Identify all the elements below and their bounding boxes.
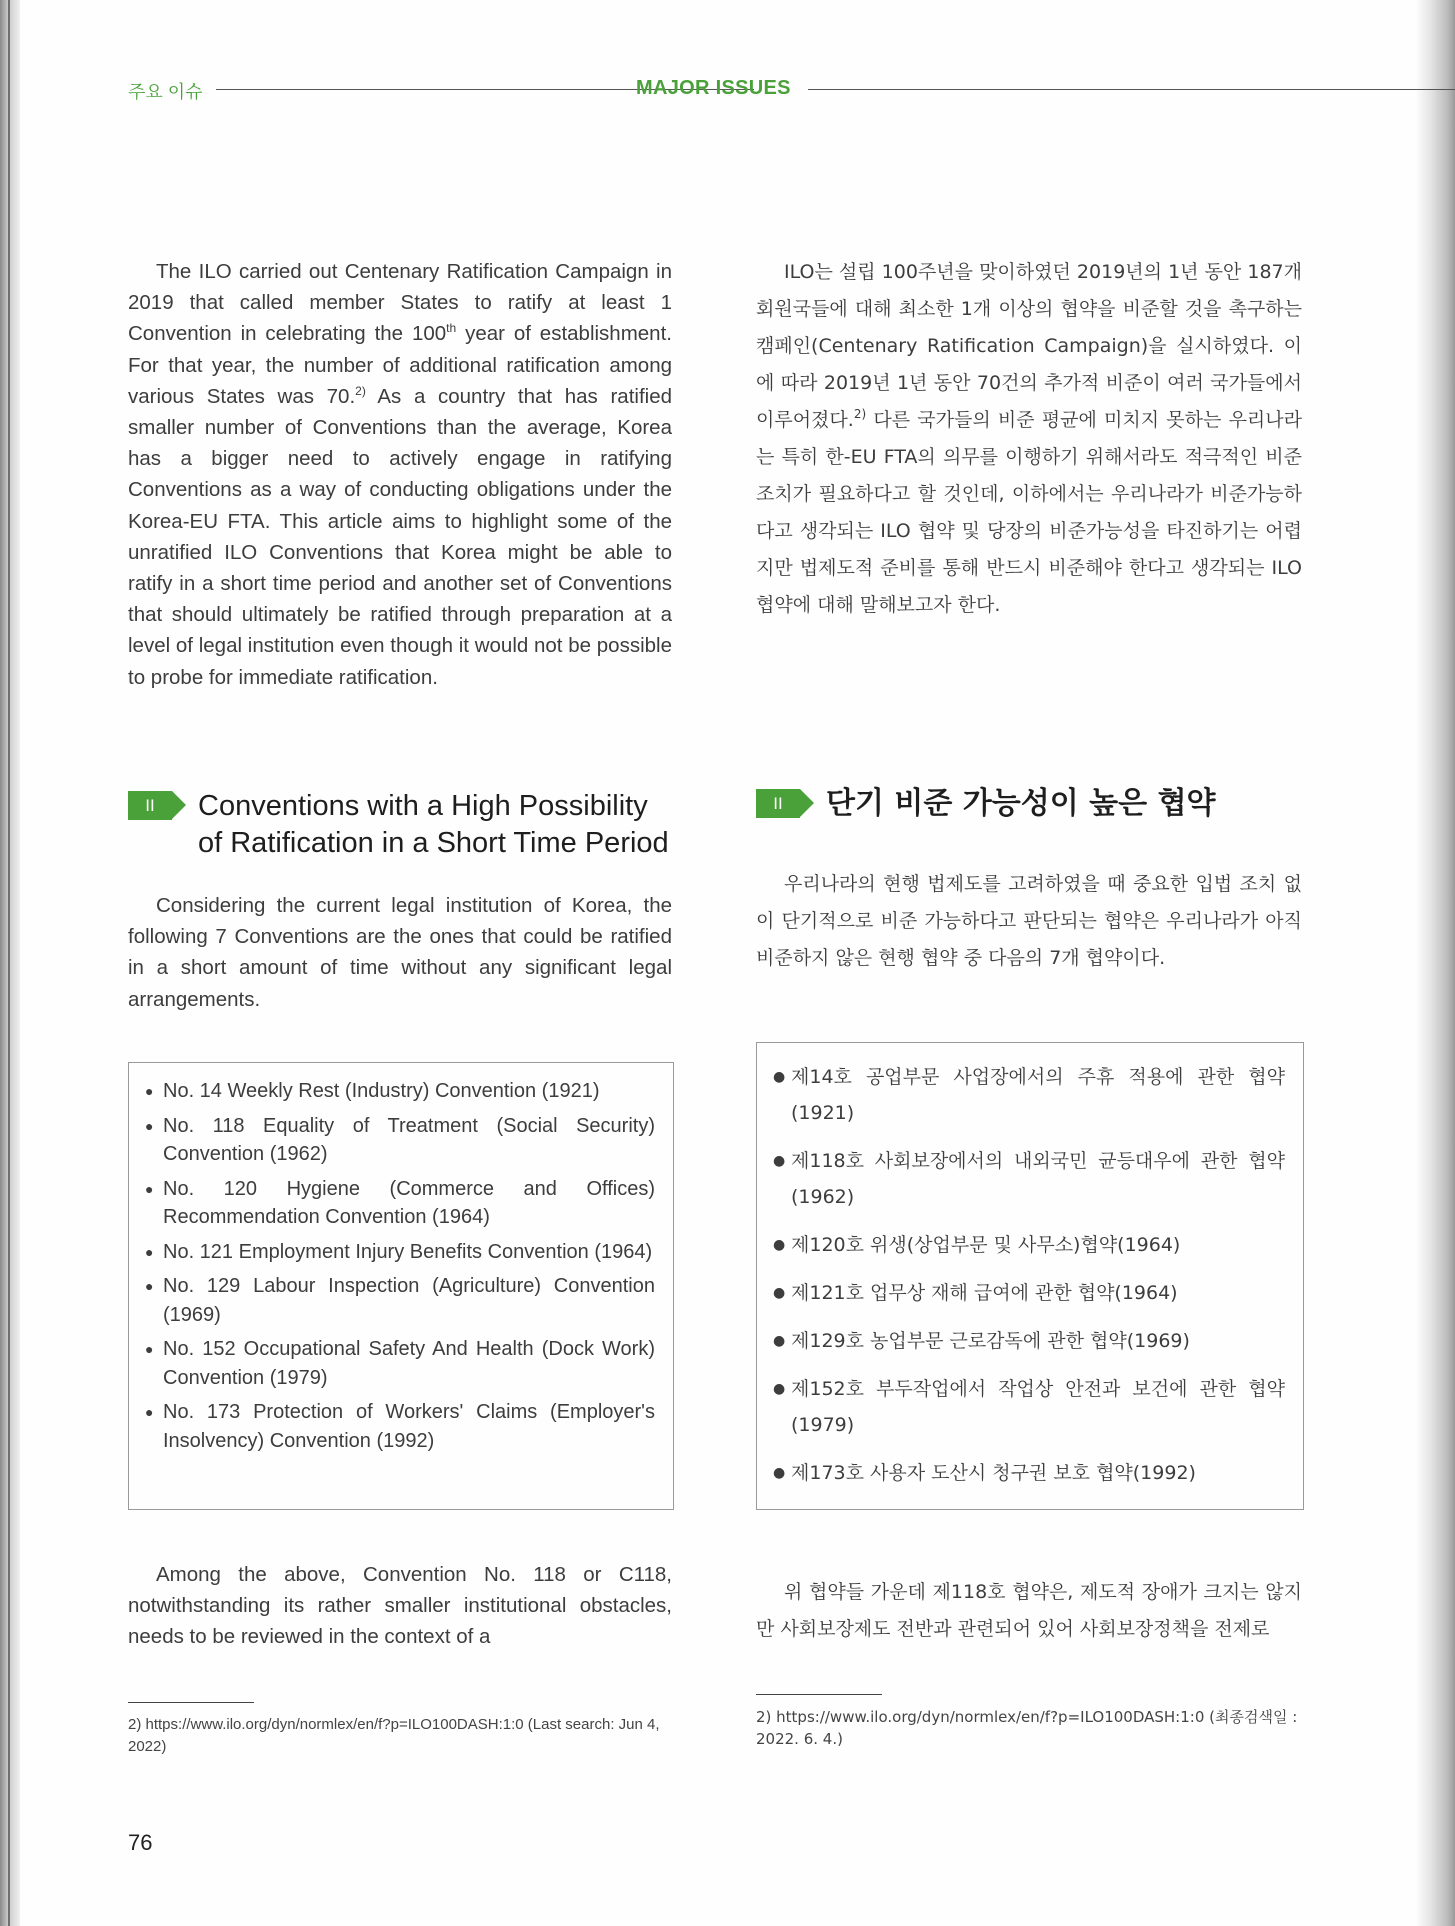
bullet-icon: ● bbox=[145, 1117, 154, 1134]
intro-ko-text-2: 다른 국가들의 비준 평균에 미치지 못하는 우리나라는 특히 한-EU FTA의 의무를 이행하기 위해서라도 적극적인 비준 조치가 필요하다고 할 것인데, 이하에서는 우리나라가 비준가능하다고 생각되는 ILO 협약 및 당장의 비준가능성을 타진하기는 어렵지만 법제도적 준비를 통해 반드시 비준해야 한다고 생각되는 ILO 협약에 대해 말해보고자 한다. bbox=[756, 409, 1302, 616]
closing-paragraph-ko bbox=[756, 1574, 1302, 1648]
bullet-icon: ● bbox=[773, 1153, 786, 1169]
header-section-en: MAJOR ISSUES bbox=[636, 77, 791, 99]
intro-en-text-3: As a country that has ratified smaller number of Conventions than the average, Korea has a bigger need to actively engage in ratifying Conventions as a way of conducting obligations under the Korea-EU FTA. This article aims to highlight some of the unratified ILO Conventions that Korea might be able to ratify in a short time period and another set of Conventions that should ultimately be ratified through preparation at a level of legal institution even though it would not be possible to probe for immediate ratification. bbox=[128, 384, 672, 689]
conventions-box-en bbox=[128, 1062, 674, 1510]
list-item: ● 제120호 위생(상업부문 및 사무소)협약(1964) bbox=[773, 1227, 1285, 1263]
bullet-icon: ● bbox=[773, 1237, 786, 1253]
bullet-icon: ● bbox=[145, 1243, 154, 1260]
list-item: ● 제121호 업무상 재해 급여에 관한 협약(1964) bbox=[773, 1275, 1285, 1311]
intro-paragraph-en bbox=[128, 256, 672, 693]
bullet-icon: ● bbox=[145, 1404, 154, 1420]
list-item: ● 제118호 사회보장에서의 내외국민 균등대우에 관한 협약 (1962) bbox=[773, 1143, 1285, 1215]
section-heading-en bbox=[128, 788, 678, 862]
footnote-rule-en bbox=[128, 1702, 254, 1703]
section-paragraph-ko-text: 우리나라의 현행 법제도를 고려하였을 때 중요한 입법 조치 없이 단기적으로 비준 가능하다고 판단되는 협약은 우리나라가 아직 비준하지 않은 현행 협약 중 다음의 7개 협약이다. bbox=[756, 873, 1302, 969]
list-item: ● 제152호 부두작업에서 작업상 안전과 보건에 관한 협약 (1979) bbox=[773, 1371, 1285, 1443]
page-number: 76 bbox=[128, 1830, 153, 1855]
conventions-list-en bbox=[145, 1077, 655, 1455]
intro-en-footnote-ref: 2) bbox=[355, 383, 366, 398]
footnote-en: 2) https://www.ilo.org/dyn/normlex/en/f?p=ILO100DASH:1:0 (Last search: Jun 4, 2022) bbox=[128, 1716, 660, 1755]
bullet-icon: ● bbox=[145, 1341, 154, 1357]
intro-paragraph-ko bbox=[756, 254, 1302, 624]
bullet-icon: ● bbox=[773, 1381, 786, 1397]
list-item: ● 제173호 사용자 도산시 청구권 보호 협약(1992) bbox=[773, 1455, 1285, 1491]
closing-paragraph-en bbox=[128, 1559, 672, 1653]
section-paragraph-en-text: Considering the current legal institution of Korea, the following 7 Conventions are the ones that could be ratified in a short amount of time without any significant legal arrangements. bbox=[128, 894, 672, 1011]
intro-en-superscript-th: th bbox=[446, 321, 457, 336]
bullet-icon: ● bbox=[773, 1069, 786, 1085]
list-item: ● No. 14 Weekly Rest (Industry) Convention (1921) bbox=[145, 1077, 655, 1106]
intro-ko-text-1: ILO는 설립 100주년을 맞이하였던 2019년의 1년 동안 187개 회원국들에 대해 최소한 1개 이상의 협약을 비준할 것을 촉구하는 캠페인(Centenary Ratification Campaign)을 실시하였다. 이에 따라 2019년 1년 동안 70건의 추가적 비준이 여러 국가들에서 이루어졌다. bbox=[756, 261, 1302, 431]
section-paragraph-ko bbox=[756, 866, 1302, 977]
list-item: ● No. 152 Occupational Safety And Health (Dock Work) Convention (1979) bbox=[145, 1335, 655, 1392]
list-item: ● No. 121 Employment Injury Benefits Convention (1964) bbox=[145, 1238, 655, 1267]
intro-ko-footnote-ref: 2) bbox=[853, 407, 867, 421]
bullet-icon: ● bbox=[145, 1180, 154, 1197]
bullet-icon: ● bbox=[773, 1465, 786, 1481]
bullet-icon: ● bbox=[773, 1285, 786, 1301]
bullet-icon: ● bbox=[145, 1083, 154, 1099]
list-item: ● No. 118 Equality of Treatment (Social Security) Convention (1962) bbox=[145, 1112, 655, 1169]
section-paragraph-en bbox=[128, 890, 672, 1015]
closing-paragraph-ko-text: 위 협약들 가운데 제118호 협약은, 제도적 장애가 크지는 않지만 사회보장제도 전반과 관련되어 있어 사회보장정책을 전제로 bbox=[756, 1581, 1302, 1640]
page-curl-shadow-right bbox=[1415, 0, 1455, 1926]
bullet-icon: ● bbox=[145, 1278, 154, 1294]
header-section-ko: 주요 이슈 bbox=[128, 82, 203, 102]
list-item: ● No. 120 Hygiene (Commerce and Offices) Recommendation Convention (1964) bbox=[145, 1175, 655, 1232]
intro-en-text-2: year of establishment. For that year, the number of additional ratification among various States was 70. bbox=[128, 322, 672, 408]
running-header bbox=[128, 78, 1455, 100]
list-item: ● No. 173 Protection of Workers' Claims (Employer's Insolvency) Convention (1992) bbox=[145, 1398, 655, 1455]
closing-paragraph-en-text: Among the above, Convention No. 118 or C118, notwithstanding its rather smaller institutional obstacles, needs to be reviewed in the context of a bbox=[128, 1563, 672, 1649]
section-title-en: Conventions with a High Possibility of Ratification in a Short Time Period bbox=[198, 790, 669, 859]
header-rule-right bbox=[808, 89, 1455, 90]
footnote-rule-ko bbox=[756, 1694, 882, 1695]
section-heading-ko bbox=[756, 786, 1216, 822]
list-item: ● 제129호 농업부문 근로감독에 관한 협약(1969) bbox=[773, 1323, 1285, 1359]
section-title-ko: 단기 비준 가능성이 높은 협약 bbox=[826, 786, 1216, 821]
conventions-list-ko bbox=[773, 1059, 1285, 1491]
intro-en-text-1: The ILO carried out Centenary Ratification Campaign in 2019 that called member States to ratify at least 1 Convention in celebrating the 100 bbox=[128, 260, 672, 346]
binding-edge-left bbox=[0, 0, 20, 1926]
section-number-badge-ko: II bbox=[756, 789, 800, 818]
section-number-badge-en: II bbox=[128, 791, 172, 820]
list-item: ● 제14호 공업부문 사업장에서의 주휴 적용에 관한 협약 (1921) bbox=[773, 1059, 1285, 1131]
bullet-icon: ● bbox=[773, 1333, 786, 1349]
conventions-box-ko bbox=[756, 1042, 1304, 1510]
list-item: ● No. 129 Labour Inspection (Agriculture) Convention (1969) bbox=[145, 1272, 655, 1329]
footnote-ko: 2) https://www.ilo.org/dyn/normlex/en/f?p=ILO100DASH:1:0 (최종검색일 : 2022. 6. 4.) bbox=[756, 1708, 1298, 1748]
